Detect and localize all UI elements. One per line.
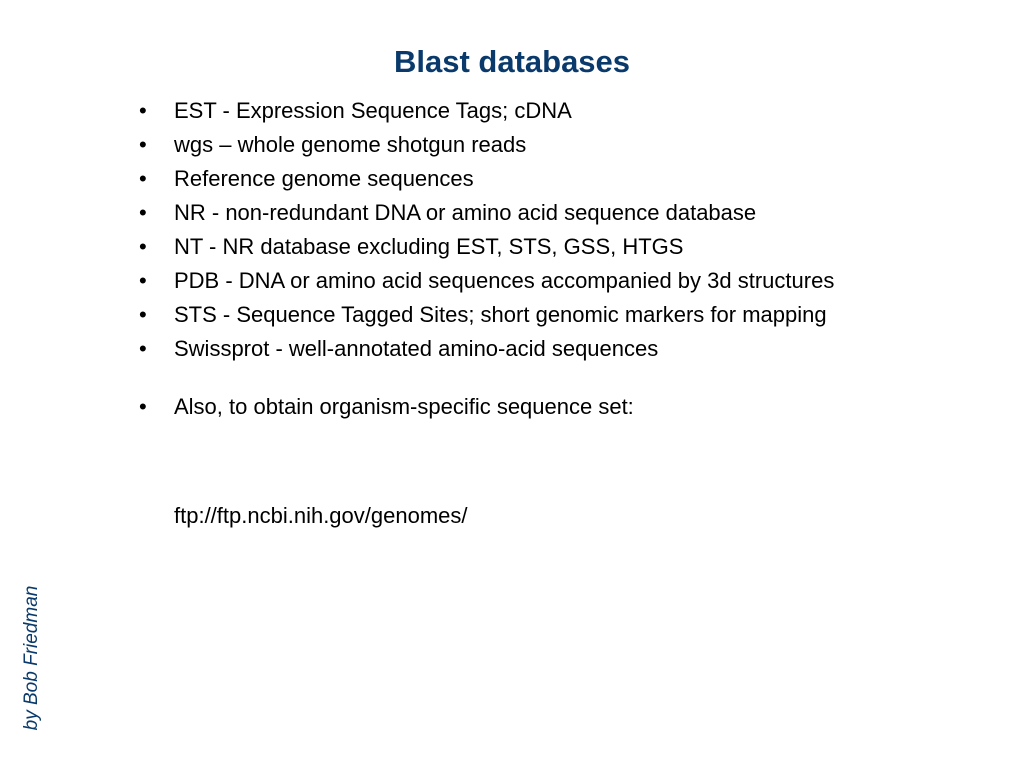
list-item <box>134 97 894 124</box>
slide-title: Blast databases <box>393 44 631 79</box>
ftp-link: ftp://ftp.ncbi.nih.gov/genomes/ <box>174 503 468 528</box>
bullet-icon: • <box>139 268 147 293</box>
bullet-icon: • <box>139 132 147 157</box>
bullet-icon: • <box>139 394 147 419</box>
list-item <box>134 199 894 226</box>
bullet-icon: • <box>139 166 147 191</box>
author-credit: by Bob Friedman <box>21 585 42 731</box>
list-item-text: Reference genome sequences <box>174 166 474 191</box>
list-item <box>134 165 894 192</box>
bullet-list <box>134 97 894 427</box>
bullet-icon: • <box>139 234 147 259</box>
bullet-icon: • <box>139 336 147 361</box>
bullet-icon: • <box>139 200 147 225</box>
bullet-icon: • <box>139 98 147 123</box>
list-item-text: Swissprot - well-annotated amino-acid sequences <box>174 336 659 361</box>
list-item-text: Also, to obtain organism-specific sequence set: <box>174 394 634 419</box>
list-item <box>134 393 894 420</box>
list-item-text: EST - Expression Sequence Tags; cDNA <box>174 98 572 123</box>
list-item <box>134 267 894 294</box>
list-item-text: NR - non-redundant DNA or amino acid sequence database <box>174 200 757 225</box>
list-item <box>134 233 894 260</box>
list-item <box>134 131 894 158</box>
list-item-text: NT - NR database excluding EST, STS, GSS, HTGS <box>174 234 684 259</box>
list-item-text: wgs – whole genome shotgun reads <box>174 132 527 157</box>
list-item-text: STS - Sequence Tagged Sites; short genomic markers for mapping <box>174 302 827 327</box>
list-item <box>134 335 894 362</box>
bullet-icon: • <box>139 302 147 327</box>
list-item-text: PDB - DNA or amino acid sequences accompanied by 3d structures <box>174 268 835 293</box>
list-item <box>134 301 894 328</box>
